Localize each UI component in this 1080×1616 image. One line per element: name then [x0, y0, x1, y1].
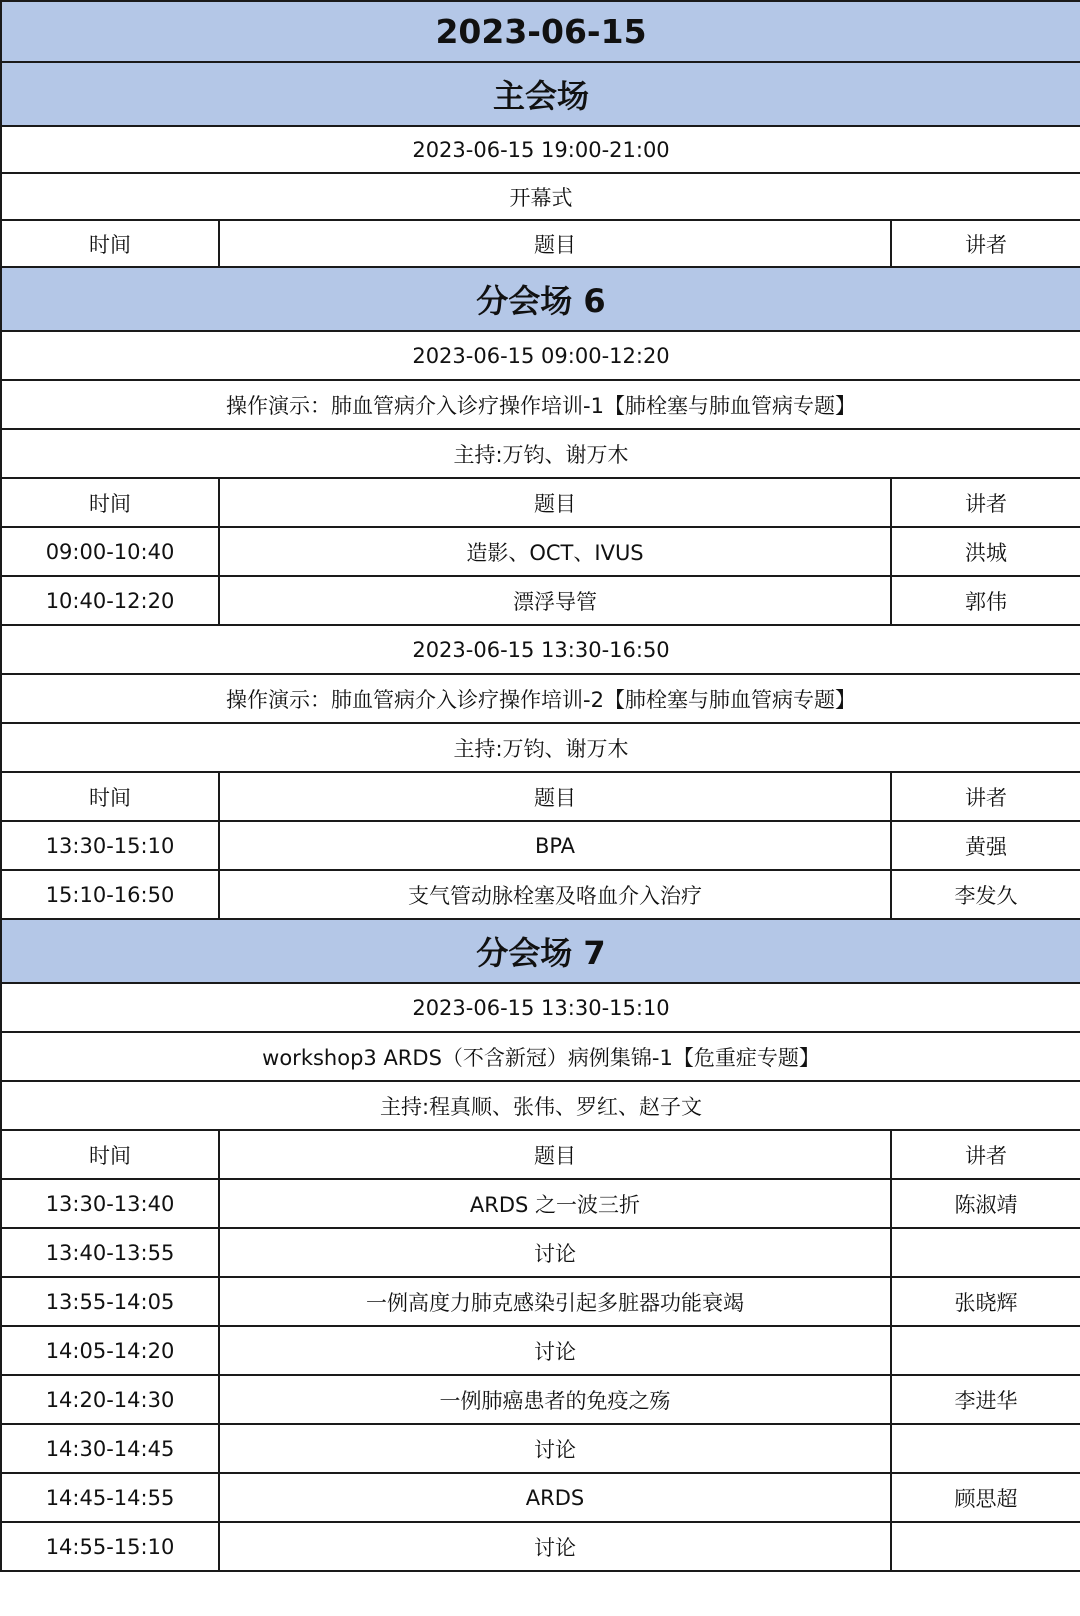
column-header-topic: 题目 [219, 772, 891, 821]
session-host: 主持:程真顺、张伟、罗红、赵子文 [1, 1081, 1080, 1130]
row-topic: 造影、OCT、IVUS [219, 527, 891, 576]
table-row [1, 1473, 1080, 1522]
row-topic: 讨论 [219, 1326, 891, 1375]
session-datetime: 2023-06-15 13:30-16:50 [1, 625, 1080, 674]
session-title: 操作演示：肺血管病介入诊疗操作培训-2【肺栓塞与肺血管病专题】 [1, 674, 1080, 723]
row-time: 14:20-14:30 [1, 1375, 219, 1424]
session-title: workshop3 ARDS（不含新冠）病例集锦-1【危重症专题】 [1, 1032, 1080, 1081]
row-speaker: 张晓辉 [891, 1277, 1080, 1326]
row-speaker: 顾思超 [891, 1473, 1080, 1522]
session-datetime: 2023-06-15 19:00-21:00 [1, 126, 1080, 173]
column-header-speaker: 讲者 [891, 478, 1080, 527]
session-datetime: 2023-06-15 13:30-15:10 [1, 983, 1080, 1032]
row-time: 15:10-16:50 [1, 870, 219, 919]
venue-title-6: 分会场 6 [1, 267, 1080, 331]
session-host: 主持:万钧、谢万木 [1, 429, 1080, 478]
column-header-topic: 题目 [219, 220, 891, 267]
table-row [1, 870, 1080, 919]
table-row [1, 1179, 1080, 1228]
column-header-speaker: 讲者 [891, 1130, 1080, 1179]
column-header-time: 时间 [1, 1130, 219, 1179]
session-title: 开幕式 [1, 173, 1080, 220]
column-header-time: 时间 [1, 772, 219, 821]
row-topic: 讨论 [219, 1228, 891, 1277]
row-time: 13:30-15:10 [1, 821, 219, 870]
table-row [1, 1228, 1080, 1277]
column-header-speaker: 讲者 [891, 772, 1080, 821]
row-speaker: 黄强 [891, 821, 1080, 870]
row-speaker: 李进华 [891, 1375, 1080, 1424]
row-speaker [891, 1522, 1080, 1571]
row-time: 13:40-13:55 [1, 1228, 219, 1277]
row-time: 13:30-13:40 [1, 1179, 219, 1228]
date-header: 2023-06-15 [1, 1, 1080, 62]
column-header-topic: 题目 [219, 1130, 891, 1179]
row-speaker: 陈淑靖 [891, 1179, 1080, 1228]
table-row [1, 527, 1080, 576]
table-row [1, 1424, 1080, 1473]
row-topic: 一例肺癌患者的免疫之殇 [219, 1375, 891, 1424]
venue-title-main: 主会场 [1, 62, 1080, 126]
row-speaker: 李发久 [891, 870, 1080, 919]
session-host: 主持:万钧、谢万木 [1, 723, 1080, 772]
column-header-time: 时间 [1, 478, 219, 527]
row-time: 14:05-14:20 [1, 1326, 219, 1375]
table-row [1, 821, 1080, 870]
column-header-speaker: 讲者 [891, 220, 1080, 267]
table-row [1, 1522, 1080, 1571]
column-header-topic: 题目 [219, 478, 891, 527]
row-time: 09:00-10:40 [1, 527, 219, 576]
row-speaker: 洪城 [891, 527, 1080, 576]
row-speaker: 郭伟 [891, 576, 1080, 625]
table-row [1, 1277, 1080, 1326]
row-topic: BPA [219, 821, 891, 870]
column-header-time: 时间 [1, 220, 219, 267]
table-row [1, 1375, 1080, 1424]
row-topic: ARDS 之一波三折 [219, 1179, 891, 1228]
row-time: 14:45-14:55 [1, 1473, 219, 1522]
row-topic: 漂浮导管 [219, 576, 891, 625]
row-topic: 支气管动脉栓塞及咯血介入治疗 [219, 870, 891, 919]
row-time: 14:30-14:45 [1, 1424, 219, 1473]
session-datetime: 2023-06-15 09:00-12:20 [1, 331, 1080, 380]
row-time: 10:40-12:20 [1, 576, 219, 625]
row-speaker [891, 1326, 1080, 1375]
row-speaker [891, 1228, 1080, 1277]
row-topic: 一例高度力肺克感染引起多脏器功能衰竭 [219, 1277, 891, 1326]
session-title: 操作演示：肺血管病介入诊疗操作培训-1【肺栓塞与肺血管病专题】 [1, 380, 1080, 429]
row-topic: ARDS [219, 1473, 891, 1522]
row-topic: 讨论 [219, 1424, 891, 1473]
row-topic: 讨论 [219, 1522, 891, 1571]
venue-title-7: 分会场 7 [1, 919, 1080, 983]
table-row [1, 576, 1080, 625]
row-time: 14:55-15:10 [1, 1522, 219, 1571]
row-time: 13:55-14:05 [1, 1277, 219, 1326]
row-speaker [891, 1424, 1080, 1473]
table-row [1, 1326, 1080, 1375]
